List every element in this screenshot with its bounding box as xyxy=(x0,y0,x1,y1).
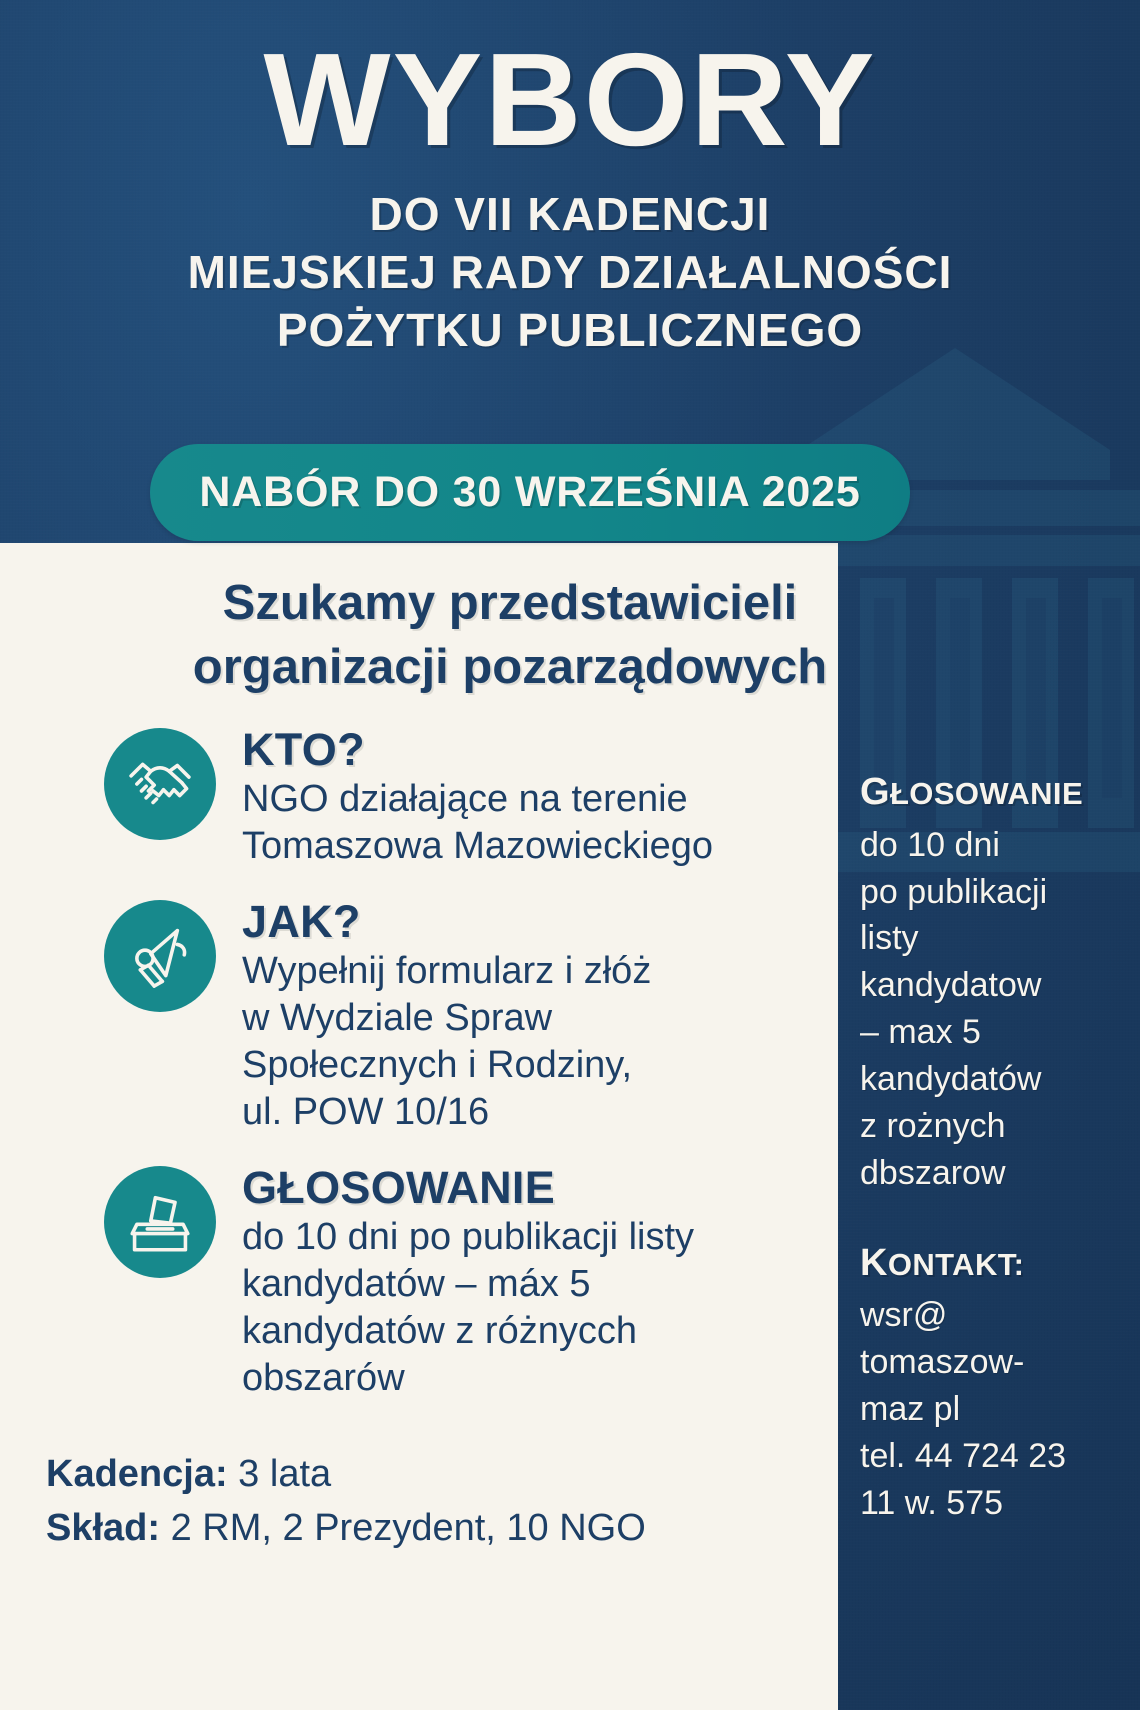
feature-text-kto xyxy=(242,776,804,870)
sidebar-voting-line-4: kandydatow xyxy=(860,966,1042,1005)
sidebar-voting-line-7: z rożnych xyxy=(860,1107,1006,1146)
sidebar-voting-line-2: po publikacji xyxy=(860,872,1048,911)
sidebar-contact-line-4[interactable]: tel. 44 724 23 xyxy=(860,1437,1067,1476)
ballot-box-icon xyxy=(104,1166,216,1278)
deadline-badge-label: NABÓR DO 30 WRZEŚNIA 2025 xyxy=(199,468,861,516)
feature-text-glosowanie xyxy=(242,1214,804,1402)
sidebar-text-kontakt xyxy=(860,1292,1122,1527)
poster-header xyxy=(0,0,1140,360)
lead-line-2: organizacji pozarządowych xyxy=(192,639,828,694)
feature-text-jak-line-1: Wypełnij formularz i złóż xyxy=(242,949,652,992)
feature-text-jak-line-3: Społecznych i Rodziny, xyxy=(242,1043,633,1086)
feature-text-jak-line-4: ul. POW 10/16 xyxy=(242,1090,490,1133)
feature-title-glosowanie: GŁOSOWANIE xyxy=(242,1162,556,1214)
sidebar-heading-kontakt xyxy=(860,1241,1122,1287)
sidebar-spacer xyxy=(860,1197,1122,1241)
footnote-sklad xyxy=(46,1502,806,1556)
megaphone-icon xyxy=(104,900,216,1012)
feature-title-kto: KTO? xyxy=(242,724,365,775)
feature-title-jak: JAK? xyxy=(242,895,361,947)
footnote-list xyxy=(46,1448,806,1556)
subtitle-line-2: MIEJSKIEJ RADY DZIAŁALNOŚCI xyxy=(187,245,953,298)
sidebar-voting-line-1: do 10 dni xyxy=(860,825,1000,864)
sidebar-text-glosowanie xyxy=(860,822,1122,1197)
feature-item-jak xyxy=(104,894,804,1136)
feature-body-glosowanie xyxy=(242,1160,804,1402)
page-title: WYBORY xyxy=(263,26,877,173)
sidebar-heading-glosowanie-cap: G xyxy=(860,771,890,813)
feature-text-jak xyxy=(242,948,804,1136)
lead-heading xyxy=(0,572,1020,699)
feature-text-glosowanie-line-4: obszarów xyxy=(242,1357,405,1400)
sidebar-contact-line-3[interactable]: maz pl xyxy=(860,1390,961,1429)
footnote-sklad-label: Skład: xyxy=(46,1506,161,1549)
sidebar-column xyxy=(860,770,1122,1527)
sidebar-voting-line-8: dbszarow xyxy=(860,1153,1006,1192)
feature-item-kto xyxy=(104,722,804,870)
feature-text-kto-line-1: NGO działające na terenie xyxy=(242,777,688,820)
feature-body-kto xyxy=(242,722,804,870)
sidebar-contact-line-1[interactable]: wsr@ xyxy=(860,1296,948,1335)
sidebar-contact-line-2[interactable]: tomaszow- xyxy=(860,1343,1025,1382)
feature-item-glosowanie xyxy=(104,1160,804,1402)
footnote-sklad-value: 2 RM, 2 Prezydent, 10 NGO xyxy=(160,1506,646,1549)
sidebar-voting-line-3: listy xyxy=(860,919,919,958)
deadline-badge xyxy=(150,444,910,541)
sidebar-voting-line-6: kandydatów xyxy=(860,1060,1042,1099)
feature-text-jak-line-2: w Wydziale Spraw xyxy=(242,996,553,1039)
handshake-icon xyxy=(104,728,216,840)
feature-text-kto-line-2: Tomaszowa Mazowieckiego xyxy=(242,824,713,867)
sidebar-heading-glosowanie-rest: ŁOSOWANIE xyxy=(889,776,1084,811)
feature-body-jak xyxy=(242,894,804,1136)
subtitle-line-3: POŻYTKU PUBLICZNEGO xyxy=(276,303,864,356)
footnote-kadencja xyxy=(46,1448,806,1502)
feature-text-glosowanie-line-2: kandydatów – máx 5 xyxy=(242,1262,591,1305)
page-subtitle xyxy=(0,186,1140,360)
footnote-kadencja-value: 3 lata xyxy=(227,1453,332,1495)
feature-text-glosowanie-line-3: kandydatów z różnycch xyxy=(242,1309,637,1352)
lead-line-1: Szukamy przedstawicieli xyxy=(222,576,798,630)
sidebar-voting-line-5: – max 5 xyxy=(860,1013,981,1052)
subtitle-line-1: DO VII KADENCJI xyxy=(369,188,771,240)
sidebar-contact-line-5[interactable]: 11 w. 575 xyxy=(860,1484,1004,1523)
feature-text-glosowanie-line-1: do 10 dni po publikacji listy xyxy=(242,1215,695,1258)
sidebar-heading-kontakt-rest: ONTAKT: xyxy=(887,1246,1025,1282)
sidebar-heading-kontakt-cap: K xyxy=(860,1241,888,1284)
feature-list xyxy=(104,722,804,1426)
footnote-kadencja-label: Kadencja: xyxy=(46,1453,228,1495)
sidebar-heading-glosowanie xyxy=(860,770,1122,816)
